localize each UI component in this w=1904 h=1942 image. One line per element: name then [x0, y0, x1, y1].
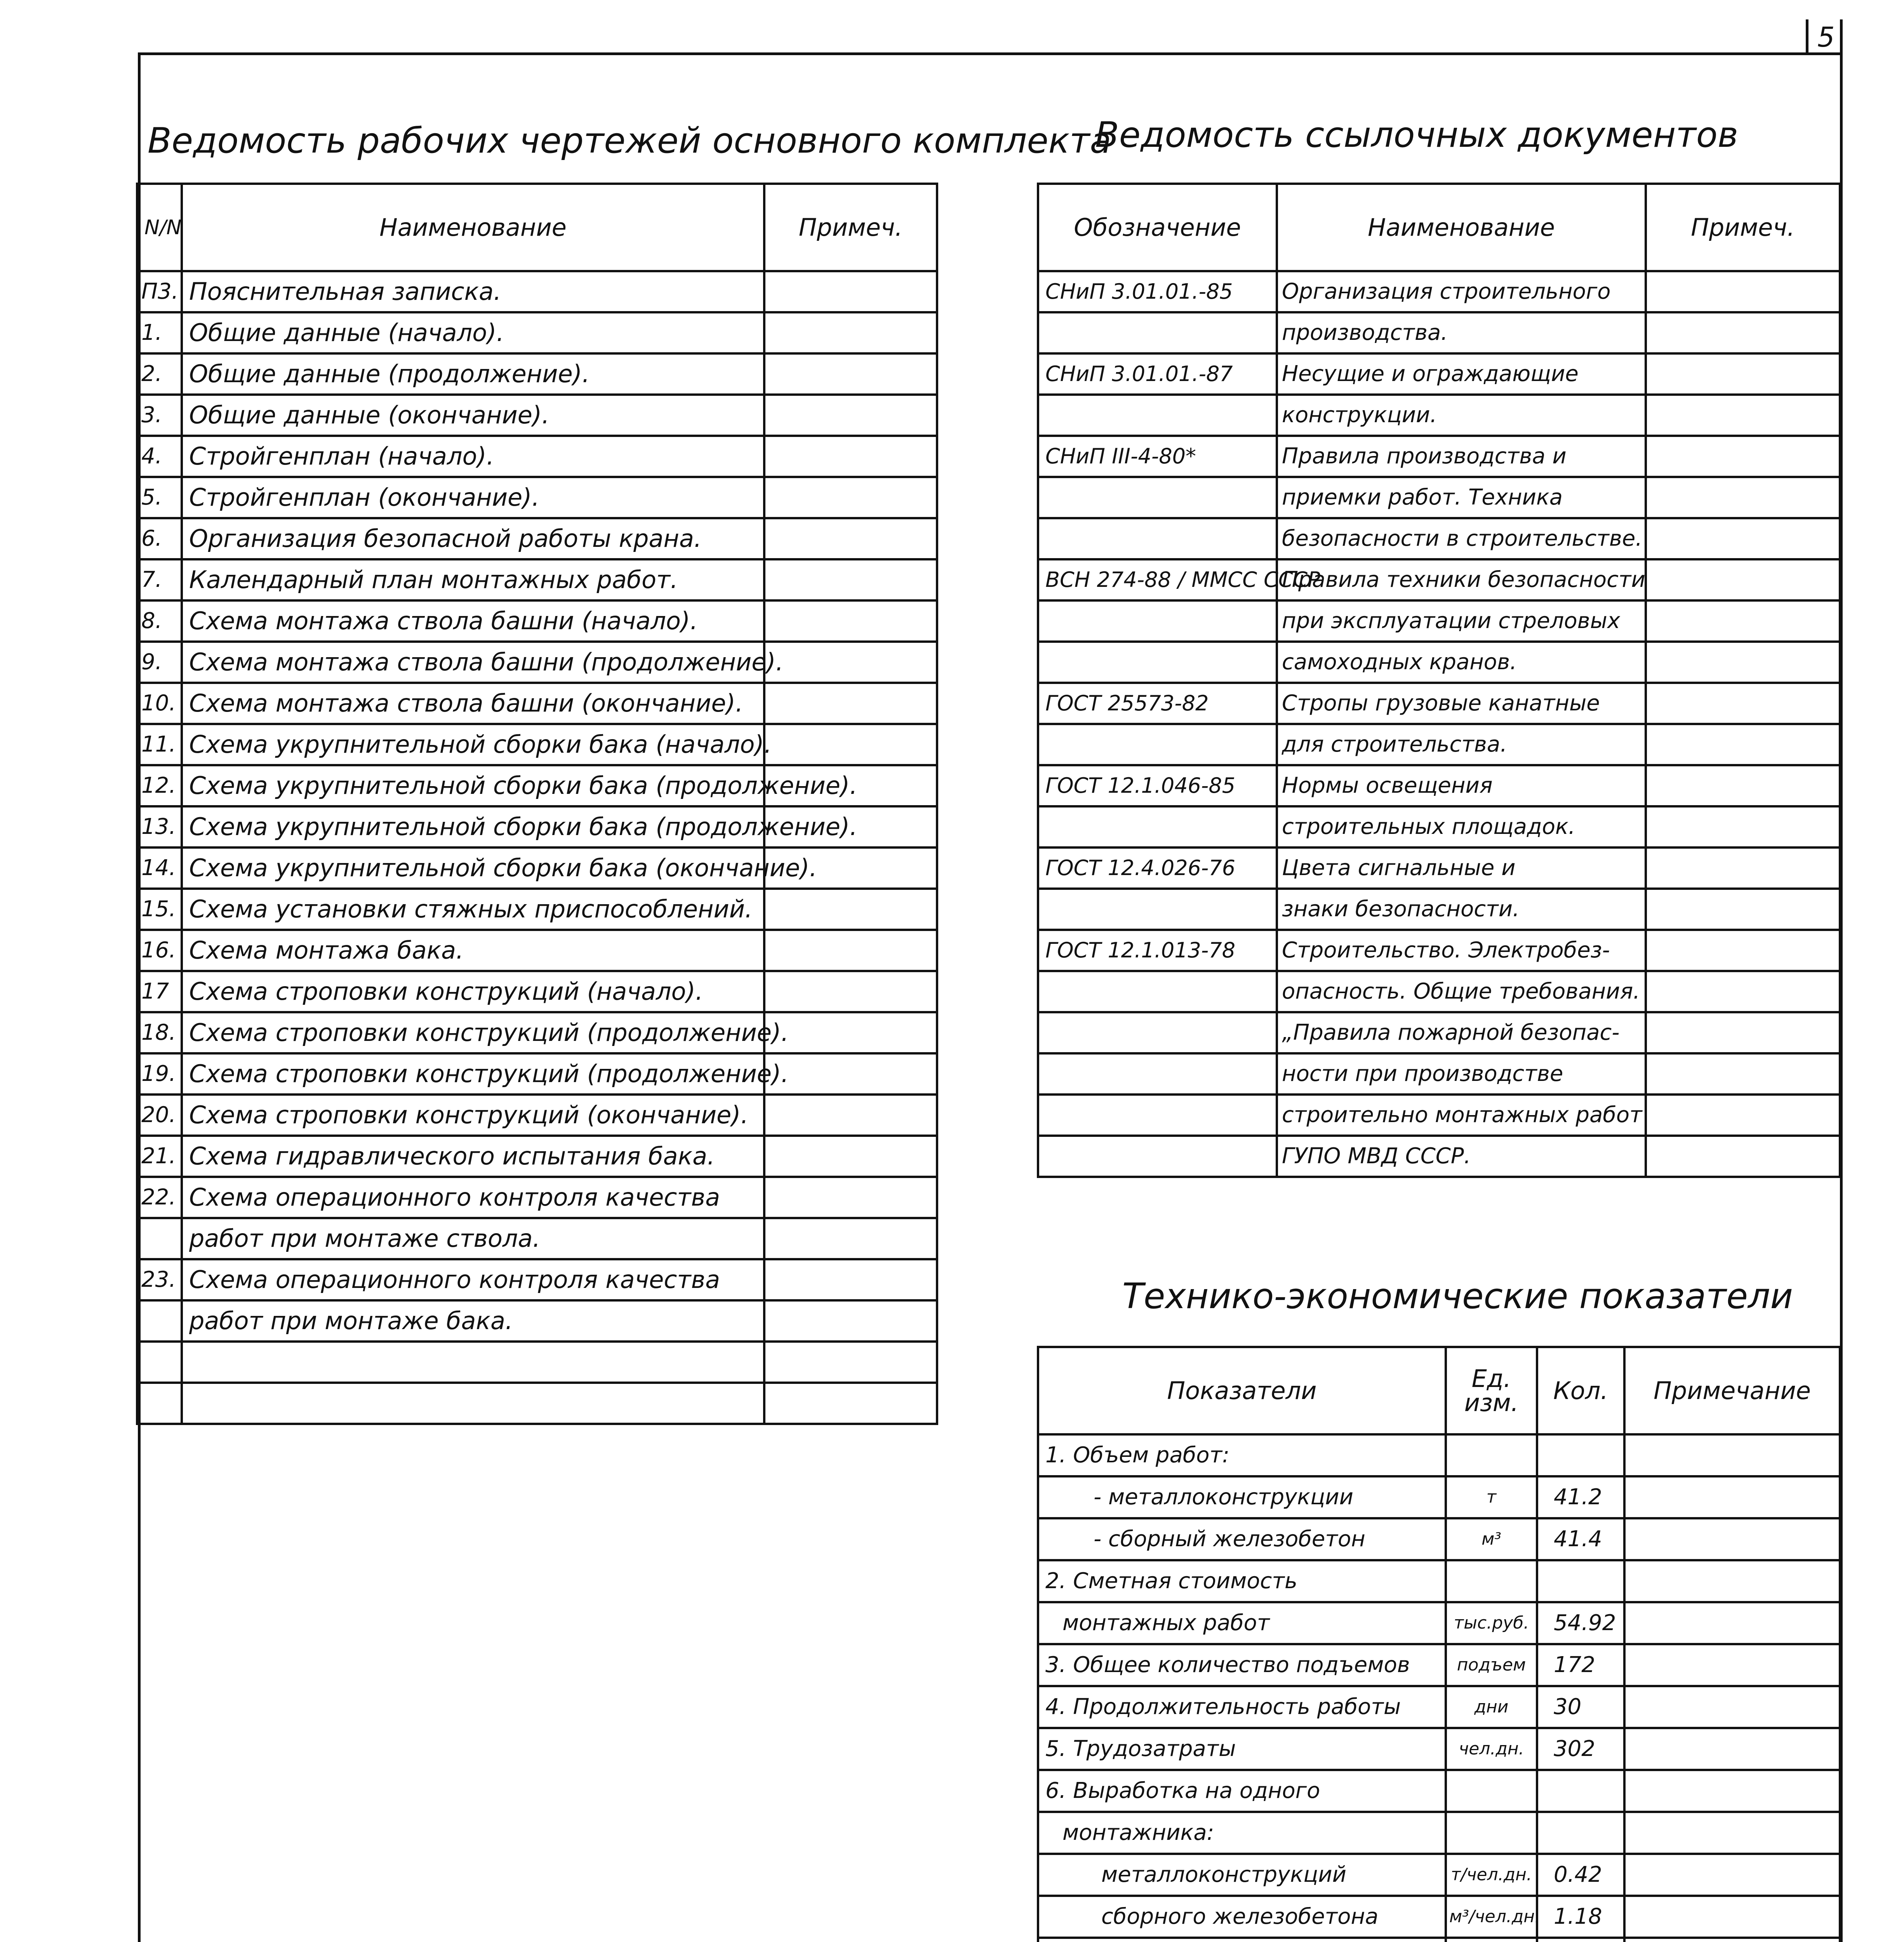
drawings-row — [137, 1177, 937, 1218]
references-row — [1038, 1053, 1840, 1095]
references-header-name: Наименование — [1277, 184, 1646, 271]
drawing-num: 18. — [137, 1012, 182, 1053]
reference-code — [1038, 477, 1277, 518]
drawing-name: Общие данные (продолжение). — [182, 353, 764, 395]
indicator-note — [1624, 1854, 1840, 1896]
drawings-row — [137, 1095, 937, 1136]
indicator-qty — [1537, 1434, 1624, 1476]
indicator-note — [1624, 1812, 1840, 1854]
drawing-note — [764, 600, 937, 642]
drawing-name: работ при монтаже бака. — [182, 1300, 764, 1342]
reference-name: строительно монтажных работ — [1277, 1095, 1646, 1136]
drawings-row — [137, 559, 937, 600]
drawing-num — [137, 1300, 182, 1342]
indicator-unit — [1446, 1560, 1537, 1602]
indicator-qty: 0.42 — [1537, 1854, 1624, 1896]
indicator-name: 2. Сметная стоимость — [1038, 1560, 1446, 1602]
indicator-name: монтажных работ — [1038, 1602, 1446, 1644]
drawing-name: Схема укрупнительной сборки бака (начало). — [182, 724, 764, 765]
reference-code — [1038, 312, 1277, 353]
drawings-row — [137, 683, 937, 724]
drawings-table — [136, 183, 938, 1425]
references-row — [1038, 353, 1840, 395]
indicator-qty — [1537, 1770, 1624, 1812]
reference-note — [1646, 559, 1840, 600]
references-row — [1038, 395, 1840, 436]
indicators-row — [1038, 1770, 1840, 1812]
drawing-note — [764, 395, 937, 436]
drawing-name: Общие данные (начало). — [182, 312, 764, 353]
reference-name: строительных площадок. — [1277, 806, 1646, 847]
drawings-row — [137, 1218, 937, 1259]
reference-name: „Правила пожарной безопас- — [1277, 1012, 1646, 1053]
drawing-num — [137, 1218, 182, 1259]
drawings-row — [137, 1053, 937, 1095]
drawing-num: 10. — [137, 683, 182, 724]
drawing-num: 11. — [137, 724, 182, 765]
indicator-note — [1624, 1770, 1840, 1812]
indicator-unit — [1446, 1770, 1537, 1812]
drawings-row — [137, 1136, 937, 1177]
references-row — [1038, 847, 1840, 889]
drawing-note — [764, 1095, 937, 1136]
drawing-note — [764, 312, 937, 353]
drawing-note — [764, 971, 937, 1012]
drawing-name: Схема установки стяжных приспособлений. — [182, 889, 764, 930]
reference-name: для строительства. — [1277, 724, 1646, 765]
indicator-unit: чел.дн. — [1446, 1728, 1537, 1770]
drawing-num: 3. — [137, 395, 182, 436]
drawing-note — [764, 1136, 937, 1177]
drawing-name: Стройгенплан (начало). — [182, 436, 764, 477]
indicator-name: 1. Объем работ: — [1038, 1434, 1446, 1476]
drawings-row — [137, 395, 937, 436]
drawings-row — [137, 1012, 937, 1053]
reference-name: Организация строительного — [1277, 271, 1646, 312]
indicators-header-unit: Ед. изм. — [1446, 1347, 1537, 1434]
references-row — [1038, 1012, 1840, 1053]
drawing-num: 8. — [137, 600, 182, 642]
indicator-qty — [1537, 1938, 1624, 1942]
reference-name: при эксплуатации стреловых — [1277, 600, 1646, 642]
drawing-note — [764, 1259, 937, 1300]
drawings-row — [137, 1259, 937, 1300]
reference-name: Стропы грузовые канатные — [1277, 683, 1646, 724]
drawings-row — [137, 1300, 937, 1342]
references-row — [1038, 930, 1840, 971]
indicator-name: 4. Продолжительность работы — [1038, 1686, 1446, 1728]
indicator-unit: дни — [1446, 1686, 1537, 1728]
drawing-note — [764, 271, 937, 312]
reference-name: Несущие и ограждающие — [1277, 353, 1646, 395]
reference-code — [1038, 1053, 1277, 1095]
drawing-name: Схема монтажа ствола башни (продолжение). — [182, 642, 764, 683]
reference-name: безопасности в строительстве. — [1277, 518, 1646, 559]
drawing-name: Схема строповки конструкций (продолжение). — [182, 1053, 764, 1095]
drawings-row — [137, 971, 937, 1012]
drawing-num: П3. — [137, 271, 182, 312]
indicators-row — [1038, 1518, 1840, 1560]
drawing-num: 17 — [137, 971, 182, 1012]
indicator-name: монтажника: — [1038, 1812, 1446, 1854]
reference-note — [1646, 806, 1840, 847]
reference-name: приемки работ. Техника — [1277, 477, 1646, 518]
reference-code: ГОСТ 12.1.046-85 — [1038, 765, 1277, 806]
drawings-row — [137, 271, 937, 312]
drawings-header-num: N/N — [137, 184, 182, 271]
indicator-unit: м³ — [1446, 1518, 1537, 1560]
reference-note — [1646, 518, 1840, 559]
drawing-name: Схема монтажа ствола башни (начало). — [182, 600, 764, 642]
drawings-table-header — [137, 184, 937, 271]
drawing-name: Схема операционного контроля качества — [182, 1177, 764, 1218]
drawing-num: 9. — [137, 642, 182, 683]
reference-note — [1646, 724, 1840, 765]
drawing-num: 7. — [137, 559, 182, 600]
indicator-note — [1624, 1476, 1840, 1518]
drawing-name: Схема строповки конструкций (продолжение). — [182, 1012, 764, 1053]
drawing-note — [764, 930, 937, 971]
indicator-note — [1624, 1728, 1840, 1770]
reference-name: ности при производстве — [1277, 1053, 1646, 1095]
reference-code — [1038, 395, 1277, 436]
indicator-unit: подъем — [1446, 1644, 1537, 1686]
drawing-name: Схема укрупнительной сборки бака (окончание). — [182, 847, 764, 889]
indicator-qty: 30 — [1537, 1686, 1624, 1728]
reference-code — [1038, 1012, 1277, 1053]
references-table — [1037, 183, 1841, 1178]
indicator-qty — [1537, 1560, 1624, 1602]
drawings-row — [137, 889, 937, 930]
drawings-row — [137, 353, 937, 395]
references-row — [1038, 477, 1840, 518]
drawing-num: 19. — [137, 1053, 182, 1095]
indicator-qty: 54.92 — [1537, 1602, 1624, 1644]
references-row — [1038, 559, 1840, 600]
references-row — [1038, 312, 1840, 353]
drawing-num: 14. — [137, 847, 182, 889]
drawing-note — [764, 477, 937, 518]
drawing-name — [182, 1383, 764, 1424]
reference-code: СНиП 3.01.01.-85 — [1038, 271, 1277, 312]
reference-code — [1038, 518, 1277, 559]
drawing-note — [764, 1300, 937, 1342]
references-row — [1038, 1095, 1840, 1136]
indicator-unit: т/чел.дн. — [1446, 1854, 1537, 1896]
references-row — [1038, 436, 1840, 477]
drawing-name: Схема монтажа ствола башни (окончание). — [182, 683, 764, 724]
indicators-row — [1038, 1728, 1840, 1770]
drawing-name: Схема укрупнительной сборки бака (продолжение). — [182, 806, 764, 847]
indicator-qty: 302 — [1537, 1728, 1624, 1770]
references-row — [1038, 765, 1840, 806]
drawings-row — [137, 642, 937, 683]
indicator-name: - металлоконструкции — [1038, 1476, 1446, 1518]
indicator-qty: 1.18 — [1537, 1896, 1624, 1938]
drawing-name: Общие данные (окончание). — [182, 395, 764, 436]
reference-note — [1646, 395, 1840, 436]
drawings-row — [137, 518, 937, 559]
drawing-num — [137, 1383, 182, 1424]
reference-name: производства. — [1277, 312, 1646, 353]
references-row — [1038, 683, 1840, 724]
drawing-num: 22. — [137, 1177, 182, 1218]
reference-note — [1646, 889, 1840, 930]
indicator-unit — [1446, 1434, 1537, 1476]
frame-top — [138, 52, 1843, 55]
drawing-note — [764, 559, 937, 600]
indicators-row — [1038, 1896, 1840, 1938]
drawing-num: 6. — [137, 518, 182, 559]
reference-name: Цвета сигнальные и — [1277, 847, 1646, 889]
reference-code — [1038, 1136, 1277, 1177]
reference-note — [1646, 271, 1840, 312]
indicators-header-note: Примечание — [1624, 1347, 1840, 1434]
indicators-table — [1037, 1346, 1841, 1942]
reference-code — [1038, 889, 1277, 930]
indicators-title: Технико-экономические показатели — [1122, 1276, 1793, 1317]
drawing-note — [764, 889, 937, 930]
drawing-name: Схема укрупнительной сборки бака (продолжение). — [182, 765, 764, 806]
reference-note — [1646, 477, 1840, 518]
indicator-qty: 172 — [1537, 1644, 1624, 1686]
indicator-note — [1624, 1602, 1840, 1644]
drawing-note — [764, 353, 937, 395]
indicators-row — [1038, 1476, 1840, 1518]
indicator-note — [1624, 1644, 1840, 1686]
drawing-note — [764, 724, 937, 765]
indicator-qty — [1537, 1812, 1624, 1854]
drawings-row — [137, 930, 937, 971]
drawing-num: 4. — [137, 436, 182, 477]
reference-note — [1646, 642, 1840, 683]
drawing-name: Схема операционного контроля качества — [182, 1259, 764, 1300]
reference-name: опасность. Общие требования. — [1277, 971, 1646, 1012]
drawing-name — [182, 1342, 764, 1383]
reference-code — [1038, 1095, 1277, 1136]
reference-note — [1646, 353, 1840, 395]
reference-name: Правила техники безопасности — [1277, 559, 1646, 600]
drawing-num: 23. — [137, 1259, 182, 1300]
indicator-note — [1624, 1434, 1840, 1476]
drawing-num: 21. — [137, 1136, 182, 1177]
indicator-qty: 41.4 — [1537, 1518, 1624, 1560]
reference-code — [1038, 642, 1277, 683]
reference-note — [1646, 600, 1840, 642]
reference-note — [1646, 1136, 1840, 1177]
drawing-name: Схема монтажа бака. — [182, 930, 764, 971]
indicator-name: 3. Общее количество подъемов — [1038, 1644, 1446, 1686]
indicators-row — [1038, 1602, 1840, 1644]
indicator-note — [1624, 1686, 1840, 1728]
drawing-note — [764, 683, 937, 724]
reference-name: ГУПО МВД СССР. — [1277, 1136, 1646, 1177]
drawing-name: работ при монтаже ствола. — [182, 1218, 764, 1259]
indicator-note — [1624, 1938, 1840, 1942]
drawing-name: Стройгенплан (окончание). — [182, 477, 764, 518]
references-header-code: Обозначение — [1038, 184, 1277, 271]
drawing-note — [764, 436, 937, 477]
references-row — [1038, 724, 1840, 765]
drawing-note — [764, 1383, 937, 1424]
indicator-name: металлоконструкций — [1038, 1854, 1446, 1896]
reference-note — [1646, 847, 1840, 889]
drawing-note — [764, 1053, 937, 1095]
drawing-num: 20. — [137, 1095, 182, 1136]
indicator-unit: т — [1446, 1476, 1537, 1518]
drawings-header-note: Примеч. — [764, 184, 937, 271]
reference-name: знаки безопасности. — [1277, 889, 1646, 930]
indicator-unit — [1446, 1938, 1537, 1942]
indicator-name — [1038, 1938, 1446, 1942]
drawings-row — [137, 600, 937, 642]
references-row — [1038, 518, 1840, 559]
indicators-row — [1038, 1434, 1840, 1476]
drawing-num — [137, 1342, 182, 1383]
drawings-row — [137, 436, 937, 477]
reference-note — [1646, 436, 1840, 477]
drawings-header-name: Наименование — [182, 184, 764, 271]
drawings-row — [137, 847, 937, 889]
drawings-row — [137, 312, 937, 353]
indicator-unit: м³/чел.дн. — [1446, 1896, 1537, 1938]
reference-code — [1038, 806, 1277, 847]
references-table-header — [1038, 184, 1840, 271]
reference-note — [1646, 683, 1840, 724]
drawing-note — [764, 1177, 937, 1218]
indicators-row — [1038, 1560, 1840, 1602]
reference-note — [1646, 1053, 1840, 1095]
sheet-number: 5 — [1817, 21, 1835, 53]
indicators-header-qty: Кол. — [1537, 1347, 1624, 1434]
drawings-row — [137, 477, 937, 518]
indicator-note — [1624, 1896, 1840, 1938]
reference-code — [1038, 724, 1277, 765]
drawing-name: Пояснительная записка. — [182, 271, 764, 312]
drawing-num: 13. — [137, 806, 182, 847]
references-row — [1038, 271, 1840, 312]
indicators-table-header — [1038, 1347, 1840, 1434]
drawing-note — [764, 518, 937, 559]
indicator-name: 5. Трудозатраты — [1038, 1728, 1446, 1770]
indicator-name: сборного железобетона — [1038, 1896, 1446, 1938]
drawing-name: Организация безопасной работы крана. — [182, 518, 764, 559]
drawings-row — [137, 724, 937, 765]
drawing-name: Схема строповки конструкций (начало). — [182, 971, 764, 1012]
reference-code: СНиП 3.01.01.-87 — [1038, 353, 1277, 395]
indicator-note — [1624, 1560, 1840, 1602]
reference-note — [1646, 930, 1840, 971]
reference-name: конструкции. — [1277, 395, 1646, 436]
reference-code: ГОСТ 12.1.013-78 — [1038, 930, 1277, 971]
reference-note — [1646, 971, 1840, 1012]
reference-note — [1646, 1095, 1840, 1136]
references-title: Ведомость ссылочных документов — [1095, 115, 1739, 155]
indicators-row — [1038, 1854, 1840, 1896]
drawing-num: 1. — [137, 312, 182, 353]
indicator-note — [1624, 1518, 1840, 1560]
references-row — [1038, 971, 1840, 1012]
drawing-note — [764, 1218, 937, 1259]
references-row — [1038, 642, 1840, 683]
drawing-num: 16. — [137, 930, 182, 971]
indicator-unit — [1446, 1812, 1537, 1854]
indicator-name: - сборный железобетон — [1038, 1518, 1446, 1560]
references-row — [1038, 600, 1840, 642]
references-row — [1038, 889, 1840, 930]
drawings-list-title: Ведомость рабочих чертежей основного комплекта — [148, 120, 1111, 161]
indicator-qty: 41.2 — [1537, 1476, 1624, 1518]
drawing-note — [764, 642, 937, 683]
drawings-row — [137, 806, 937, 847]
reference-code: ГОСТ 25573-82 — [1038, 683, 1277, 724]
reference-code: ВСН 274-88 / ММСС СССР — [1038, 559, 1277, 600]
drawings-row — [137, 765, 937, 806]
reference-name: Нормы освещения — [1277, 765, 1646, 806]
reference-name: Строительство. Электробез- — [1277, 930, 1646, 971]
references-header-note: Примеч. — [1646, 184, 1840, 271]
indicators-row — [1038, 1812, 1840, 1854]
drawing-num: 2. — [137, 353, 182, 395]
reference-note — [1646, 1012, 1840, 1053]
drawing-name: Схема гидравлического испытания бака. — [182, 1136, 764, 1177]
references-row — [1038, 806, 1840, 847]
indicators-row — [1038, 1686, 1840, 1728]
indicator-unit: тыс.руб. — [1446, 1602, 1537, 1644]
reference-code: СНиП III-4-80* — [1038, 436, 1277, 477]
indicator-name: 6. Выработка на одного — [1038, 1770, 1446, 1812]
reference-note — [1646, 312, 1840, 353]
drawing-name: Схема строповки конструкций (окончание). — [182, 1095, 764, 1136]
reference-name: самоходных кранов. — [1277, 642, 1646, 683]
reference-name: Правила производства и — [1277, 436, 1646, 477]
drawing-num: 12. — [137, 765, 182, 806]
reference-note — [1646, 765, 1840, 806]
indicators-row — [1038, 1644, 1840, 1686]
drawing-num: 5. — [137, 477, 182, 518]
indicators-header-name: Показатели — [1038, 1347, 1446, 1434]
indicators-row — [1038, 1938, 1840, 1942]
reference-code — [1038, 600, 1277, 642]
reference-code: ГОСТ 12.4.026-76 — [1038, 847, 1277, 889]
drawings-row — [137, 1383, 937, 1424]
drawing-note — [764, 1012, 937, 1053]
references-row — [1038, 1136, 1840, 1177]
drawing-num: 15. — [137, 889, 182, 930]
drawing-note — [764, 1342, 937, 1383]
reference-code — [1038, 971, 1277, 1012]
drawings-row — [137, 1342, 937, 1383]
drawing-name: Календарный план монтажных работ. — [182, 559, 764, 600]
